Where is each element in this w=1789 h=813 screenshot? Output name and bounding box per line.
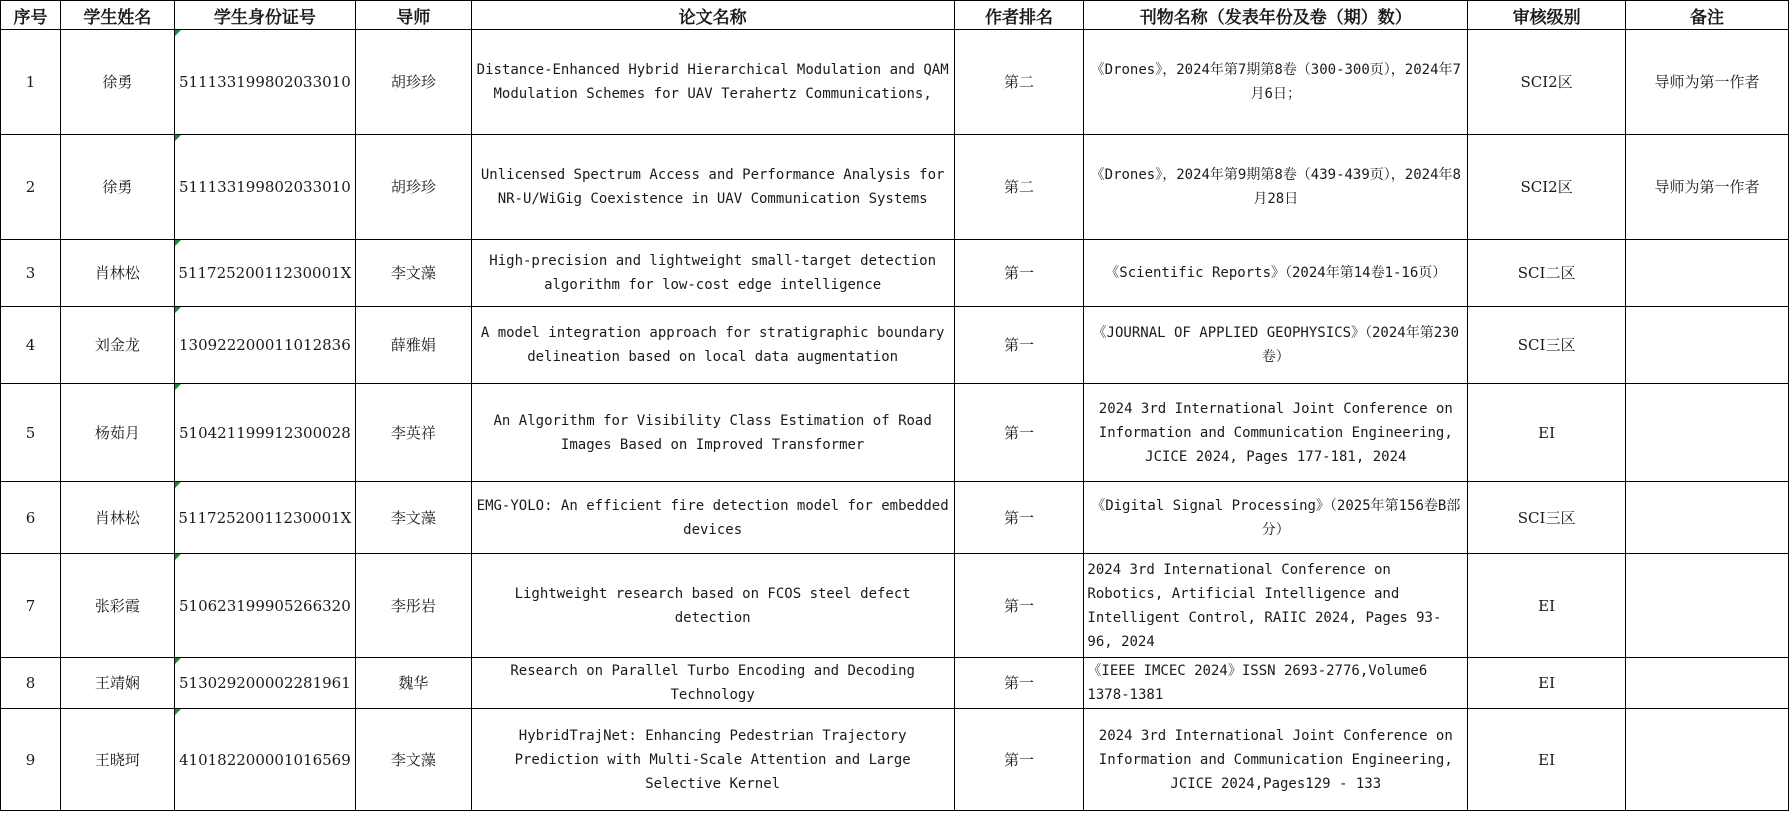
cell-student-id: 513029200002281961: [174, 658, 355, 709]
cell-author-rank: 第二: [954, 30, 1084, 135]
cell-advisor: 薛雅娟: [355, 307, 471, 384]
cell-level: SCI2区: [1468, 30, 1626, 135]
cell-remark: [1626, 307, 1789, 384]
cell-title: HybridTrajNet: Enhancing Pedestrian Trajectory Prediction with Multi-Scale Attention and Large Selective Kernel: [471, 709, 954, 811]
cell-author-rank: 第一: [954, 554, 1084, 658]
header-remark: 备注: [1626, 1, 1789, 30]
cell-no: 2: [1, 135, 61, 240]
cell-no: 1: [1, 30, 61, 135]
cell-level: EI: [1468, 709, 1626, 811]
cell-advisor: 李文藻: [355, 482, 471, 554]
table-row: [1, 658, 1789, 709]
cell-level: SCI二区: [1468, 240, 1626, 307]
cell-student-id: 510623199905266320: [174, 554, 355, 658]
cell-student-name: 杨茹月: [60, 384, 174, 482]
cell-student-name: 肖林松: [60, 482, 174, 554]
cell-advisor: 李文藻: [355, 709, 471, 811]
cell-no: 3: [1, 240, 61, 307]
cell-student-name: 肖林松: [60, 240, 174, 307]
cell-title: A model integration approach for stratigraphic boundary delineation based on local data augmentation: [471, 307, 954, 384]
cell-advisor: 胡珍珍: [355, 135, 471, 240]
header-no: 序号: [1, 1, 61, 30]
cell-student-name: 刘金龙: [60, 307, 174, 384]
header-title: 论文名称: [471, 1, 954, 30]
cell-level: SCI三区: [1468, 307, 1626, 384]
cell-title: EMG-YOLO: An efficient fire detection model for embedded devices: [471, 482, 954, 554]
cell-journal: 2024 3rd International Conference on Robotics, Artificial Intelligence and Intelligent Control, RAIIC 2024, Pages 93-96, 2024: [1084, 554, 1468, 658]
header-row: [1, 1, 1789, 30]
header-journal: 刊物名称（发表年份及卷（期）数）: [1084, 1, 1468, 30]
cell-advisor: 胡珍珍: [355, 30, 471, 135]
cell-no: 5: [1, 384, 61, 482]
cell-student-id: 410182200001016569: [174, 709, 355, 811]
table-row: [1, 30, 1789, 135]
cell-title: Unlicensed Spectrum Access and Performance Analysis for NR-U/WiGig Coexistence in UAV Communication Systems: [471, 135, 954, 240]
cell-level: SCI三区: [1468, 482, 1626, 554]
cell-student-id: 130922200011012836: [174, 307, 355, 384]
cell-student-id: 51172520011230001X: [174, 482, 355, 554]
cell-author-rank: 第一: [954, 658, 1084, 709]
cell-student-name: 王靖娴: [60, 658, 174, 709]
header-student-name: 学生姓名: [60, 1, 174, 30]
cell-journal: 2024 3rd International Joint Conference on Information and Communication Engineering, JCICE 2024, Pages 177-181, 2024: [1084, 384, 1468, 482]
cell-advisor: 李文藻: [355, 240, 471, 307]
cell-author-rank: 第一: [954, 709, 1084, 811]
cell-student-name: 徐勇: [60, 135, 174, 240]
cell-student-name: 王晓珂: [60, 709, 174, 811]
header-student-id: 学生身份证号: [174, 1, 355, 30]
table-row: [1, 307, 1789, 384]
cell-title: An Algorithm for Visibility Class Estimation of Road Images Based on Improved Transformer: [471, 384, 954, 482]
cell-journal: 《IEEE IMCEC 2024》ISSN 2693-2776,Volume6 1378-1381: [1084, 658, 1468, 709]
cell-author-rank: 第一: [954, 307, 1084, 384]
cell-no: 6: [1, 482, 61, 554]
cell-no: 9: [1, 709, 61, 811]
cell-remark: [1626, 240, 1789, 307]
cell-remark: [1626, 709, 1789, 811]
cell-journal: 《Digital Signal Processing》（2025年第156卷B部分）: [1084, 482, 1468, 554]
cell-journal: 《JOURNAL OF APPLIED GEOPHYSICS》（2024年第230卷）: [1084, 307, 1468, 384]
cell-no: 8: [1, 658, 61, 709]
cell-remark: 导师为第一作者: [1626, 30, 1789, 135]
cell-author-rank: 第一: [954, 240, 1084, 307]
cell-student-id: 51172520011230001X: [174, 240, 355, 307]
cell-level: EI: [1468, 554, 1626, 658]
cell-remark: [1626, 482, 1789, 554]
cell-journal: 《Drones》，2024年第9期第8卷（439-439页），2024年8月28日: [1084, 135, 1468, 240]
cell-journal: 《Scientific Reports》（2024年第14卷1-16页）: [1084, 240, 1468, 307]
table-row: [1, 709, 1789, 811]
cell-remark: [1626, 554, 1789, 658]
cell-level: SCI2区: [1468, 135, 1626, 240]
cell-no: 4: [1, 307, 61, 384]
cell-advisor: 魏华: [355, 658, 471, 709]
cell-title: High-precision and lightweight small-target detection algorithm for low-cost edge intelligence: [471, 240, 954, 307]
cell-student-id: 510421199912300028: [174, 384, 355, 482]
table-row: [1, 240, 1789, 307]
header-advisor: 导师: [355, 1, 471, 30]
cell-student-id: 511133199802033010: [174, 30, 355, 135]
cell-remark: [1626, 658, 1789, 709]
cell-level: EI: [1468, 384, 1626, 482]
cell-author-rank: 第二: [954, 135, 1084, 240]
table-row: [1, 384, 1789, 482]
cell-advisor: 李英祥: [355, 384, 471, 482]
table-row: [1, 482, 1789, 554]
header-level: 审核级别: [1468, 1, 1626, 30]
cell-no: 7: [1, 554, 61, 658]
cell-author-rank: 第一: [954, 482, 1084, 554]
cell-title: Research on Parallel Turbo Encoding and Decoding Technology: [471, 658, 954, 709]
cell-level: EI: [1468, 658, 1626, 709]
table-row: [1, 135, 1789, 240]
cell-title: Lightweight research based on FCOS steel defect detection: [471, 554, 954, 658]
cell-title: Distance-Enhanced Hybrid Hierarchical Modulation and QAM Modulation Schemes for UAV Terahertz Communications,: [471, 30, 954, 135]
cell-journal: 《Drones》，2024年第7期第8卷（300-300页），2024年7月6日；: [1084, 30, 1468, 135]
cell-student-name: 徐勇: [60, 30, 174, 135]
cell-author-rank: 第一: [954, 384, 1084, 482]
cell-advisor: 李彤岩: [355, 554, 471, 658]
cell-journal: 2024 3rd International Joint Conference on Information and Communication Engineering, JCICE 2024,Pages129 - 133: [1084, 709, 1468, 811]
table-row: [1, 554, 1789, 658]
header-author-rank: 作者排名: [954, 1, 1084, 30]
cell-student-name: 张彩霞: [60, 554, 174, 658]
cell-remark: [1626, 384, 1789, 482]
cell-student-id: 511133199802033010: [174, 135, 355, 240]
cell-remark: 导师为第一作者: [1626, 135, 1789, 240]
